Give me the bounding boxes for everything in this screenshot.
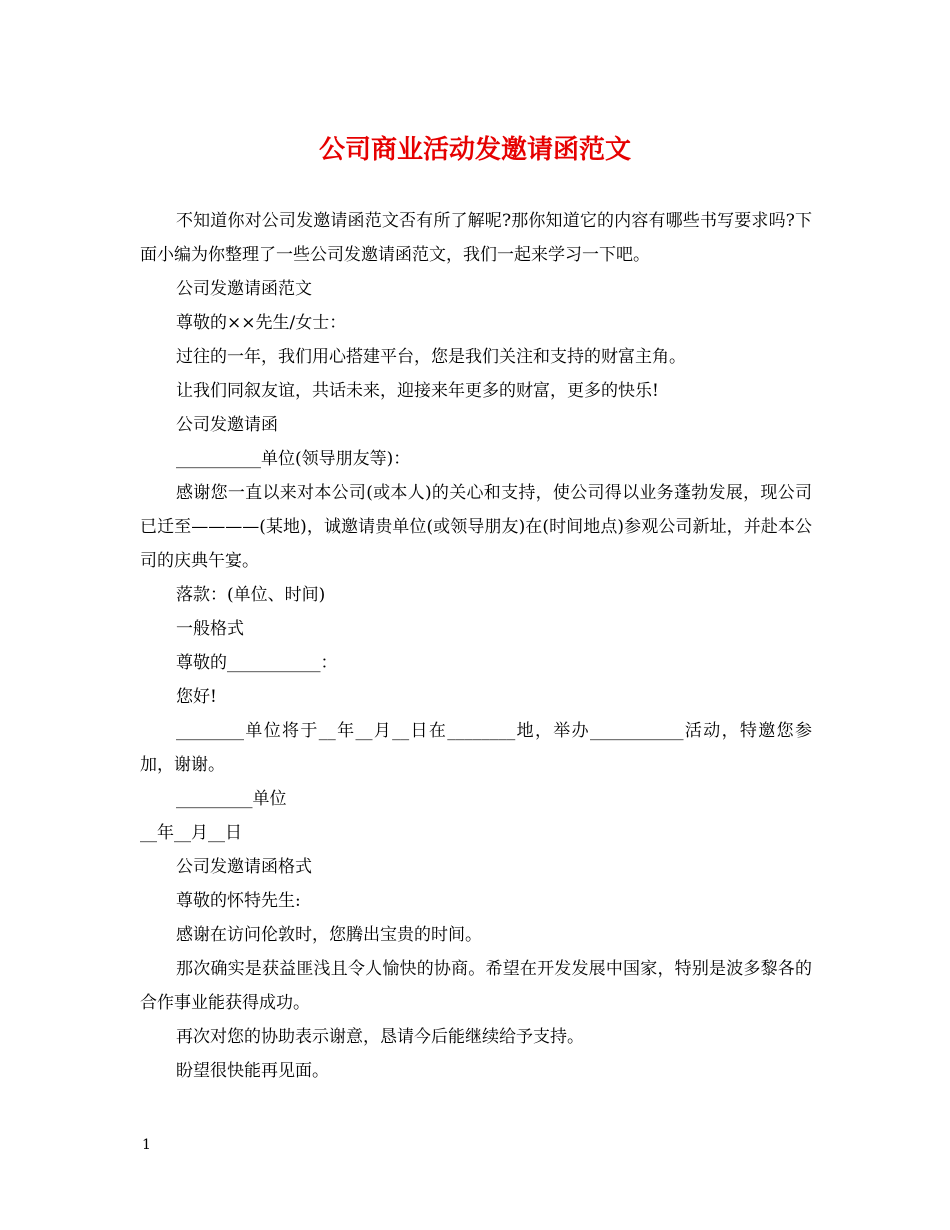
body-paragraph: 感谢您一直以来对本公司(或本人)的关心和支持，使公司得以业务蓬勃发展，现公司已迁至————(某地)，诚邀请贵单位(或领导朋友)在(时间地点)参观公司新址，并赴本公司的庆典午宴。 bbox=[140, 483, 812, 571]
date-line: __年__月__日 bbox=[140, 823, 242, 843]
intro-paragraph: 不知道你对公司发邀请函范文否有所了解呢?那你知道它的内容有哪些书写要求吗?下面小编为你整理了一些公司发邀请函范文，我们一起来学习一下吧。 bbox=[140, 211, 812, 265]
body-paragraph: 让我们同叙友谊，共话未来，迎接来年更多的财富，更多的快乐! bbox=[176, 381, 659, 401]
body-paragraph: 再次对您的协助表示谢意，恳请今后能继续给予支持。 bbox=[176, 1027, 584, 1047]
salutation: 尊敬的××先生/女士： bbox=[176, 313, 347, 333]
section-heading: 公司发邀请函范文 bbox=[176, 279, 312, 299]
section-heading: 一般格式 bbox=[176, 619, 244, 639]
salutation: __________单位(领导朋友等)： bbox=[176, 449, 411, 469]
document-title: 公司商业活动发邀请函范文 bbox=[318, 135, 631, 165]
section-heading: 公司发邀请函 bbox=[176, 415, 278, 435]
body-paragraph: 感谢在访问伦敦时，您腾出宝贵的时间。 bbox=[176, 925, 482, 945]
salutation: 尊敬的___________： bbox=[176, 653, 338, 673]
page-number: 1 bbox=[142, 1137, 151, 1153]
greeting: 您好! bbox=[176, 687, 217, 707]
body-paragraph: 过往的一年，我们用心搭建平台，您是我们关注和支持的财富主角。 bbox=[176, 347, 686, 367]
section-heading: 公司发邀请函格式 bbox=[176, 857, 312, 877]
signature-line: _________单位 bbox=[176, 789, 287, 809]
signature-line: 落款：(单位、时间) bbox=[176, 585, 326, 605]
salutation: 尊敬的怀特先生: bbox=[176, 891, 301, 911]
body-paragraph: 盼望很快能再见面。 bbox=[176, 1061, 329, 1081]
body-paragraph: 那次确实是获益匪浅且令人愉快的协商。希望在开发发展中国家，特别是波多黎各的合作事业能获得成功。 bbox=[140, 959, 812, 1013]
document-body bbox=[140, 204, 812, 1088]
body-paragraph: ________单位将于__年__月__日在________地，举办___________活动，特邀您参加，谢谢。 bbox=[140, 721, 812, 775]
